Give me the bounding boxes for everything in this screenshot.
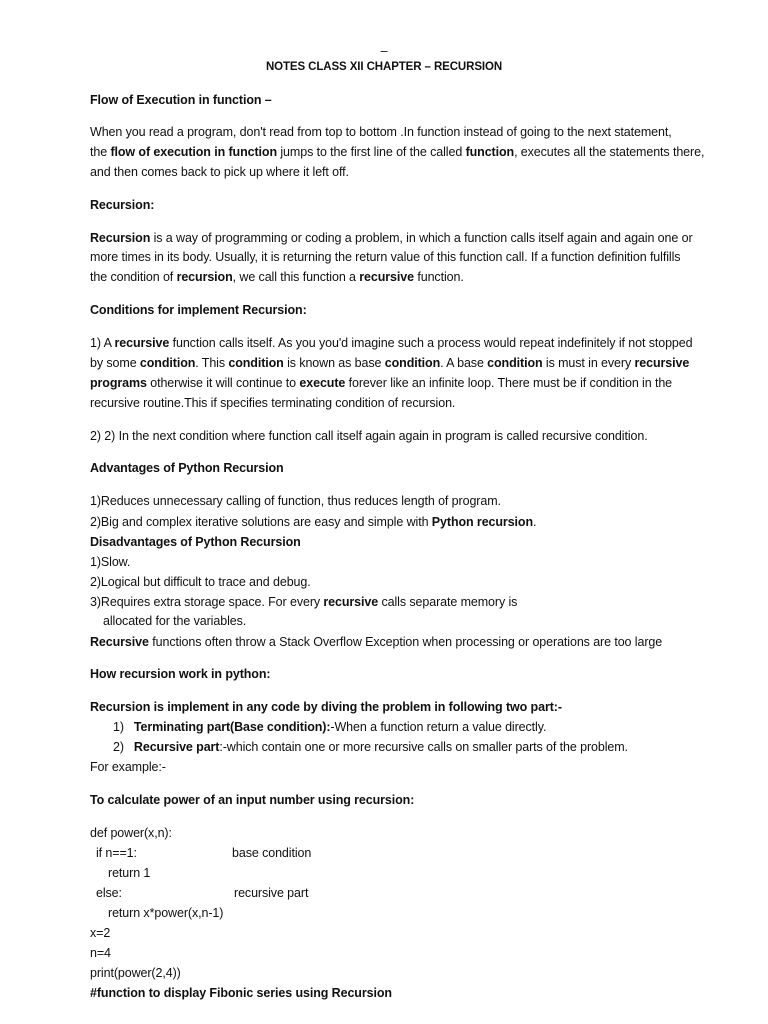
code-line-8: print(power(2,4)) (90, 966, 181, 980)
how-heading: How recursion work in python: (90, 667, 271, 681)
code-line-6: x=2 (90, 926, 111, 940)
text: -When a function return a value directly. (330, 720, 547, 734)
flow-line-2 (90, 144, 704, 160)
bold-text: Recursion (90, 231, 151, 245)
recursion-heading: Recursion: (90, 198, 155, 212)
code-comment-base: base condition (232, 846, 312, 860)
text: by some (90, 356, 140, 370)
text: . A base (440, 356, 488, 370)
top-dash: – (380, 44, 388, 58)
text: 2)Big and complex iterative solutions are easy and simple with (90, 515, 432, 529)
text: otherwise it will continue to (146, 376, 300, 390)
bold-text: Terminating part(Base condition): (133, 720, 331, 734)
bold-text: condition (139, 356, 196, 370)
text: is known as base (283, 356, 385, 370)
code-line-1: def power(x,n): (90, 826, 172, 840)
text: function calls itself. As you you'd imagine such a process would repeat indefinitely if not stopped (169, 336, 693, 350)
page-title: NOTES CLASS XII CHAPTER – RECURSION (265, 61, 503, 73)
bold-text: programs (90, 376, 147, 390)
fib-heading: #function to display Fibonic series using Recursion (90, 986, 392, 1000)
code-line-5: return x*power(x,n-1) (108, 906, 224, 920)
bold-text: recursive (323, 595, 379, 609)
text: jumps to the first line of the called (277, 145, 466, 159)
cond2-line: 2) 2) In the next condition where function call itself again again in program is called recursive condition. (90, 429, 648, 443)
bold-text: recursive (114, 336, 170, 350)
disadvantages-heading: Disadvantages of Python Recursion (90, 535, 301, 549)
bold-text: Python recursion (431, 515, 533, 529)
list-number: 2) (113, 740, 124, 754)
text: is must in every (542, 356, 635, 370)
advantage-2 (90, 514, 536, 530)
disadvantage-2: 2)Logical but difficult to trace and debug. (90, 575, 311, 589)
bold-text: Recursive part (133, 740, 220, 754)
disadvantage-3-cont: allocated for the variables. (103, 614, 247, 628)
text: , executes all the statements there, (514, 145, 705, 159)
conditions-heading: Conditions for implement Recursion: (90, 303, 307, 317)
stack-overflow-line (90, 634, 662, 650)
recursion-line-3 (90, 269, 464, 285)
bold-text: Recursive (90, 635, 149, 649)
text: is a way of programming or coding a problem, in which a function calls itself again and again one or (150, 231, 693, 245)
text: :-which contain one or more recursive calls on smaller parts of the problem. (219, 740, 628, 754)
cond1-line-4: recursive routine.This if specifies terminating condition of recursion. (90, 396, 456, 410)
flow-line-1: When you read a program, don't read from top to bottom .In function instead of going to the next statement, (90, 125, 672, 139)
code-line-7: n=4 (90, 946, 111, 960)
text: . (533, 515, 537, 529)
text: 3)Requires extra storage space. For every (90, 595, 324, 609)
text: function. (413, 270, 464, 284)
flow-heading: Flow of Execution in function – (90, 93, 272, 107)
bold-text: condition (228, 356, 284, 370)
bold-text: function (465, 145, 515, 159)
text: . This (195, 356, 229, 370)
for-example: For example:- (90, 760, 166, 774)
code-line-4: else: (96, 886, 122, 900)
advantages-heading: Advantages of Python Recursion (90, 461, 284, 475)
bold-text: execute (299, 376, 346, 390)
bold-text: recursive (634, 356, 690, 370)
recursion-line-2: more times in its body. Usually, it is returning the return value of this function call. If a function definition fulfills (90, 250, 681, 264)
part-2 (113, 739, 628, 755)
code-comment-recursive: recursive part (234, 886, 309, 900)
bold-text: condition (487, 356, 543, 370)
power-heading: To calculate power of an input number using recursion: (90, 793, 415, 807)
text: the condition of (90, 270, 177, 284)
code-line-2: if n==1: (96, 846, 137, 860)
bold-text: flow of execution in function (110, 145, 277, 159)
flow-line-3: and then comes back to pick up where it left off. (90, 165, 349, 179)
text: the (90, 145, 111, 159)
text: functions often throw a Stack Overflow Exception when processing or operations are too large (148, 635, 663, 649)
bold-text: recursive (359, 270, 414, 284)
list-number: 1) (113, 720, 124, 734)
text: 1) A (90, 336, 115, 350)
recursion-line-1 (90, 230, 693, 246)
text: calls separate memory is (378, 595, 518, 609)
text: forever like an infinite loop. There must be if condition in the (345, 376, 673, 390)
implement-heading: Recursion is implement in any code by diving the problem in following two part:- (90, 700, 562, 714)
text: , we call this function a (232, 270, 360, 284)
cond1-line-3 (90, 375, 672, 391)
disadvantage-1: 1)Slow. (90, 555, 131, 569)
bold-text: condition (384, 356, 441, 370)
part-1 (113, 719, 546, 735)
bold-text: recursion (176, 270, 233, 284)
cond1-line-2 (90, 355, 689, 371)
code-line-3: return 1 (108, 866, 151, 880)
disadvantage-3 (90, 594, 517, 610)
cond1-line-1 (90, 335, 692, 351)
advantage-1: 1)Reduces unnecessary calling of function, thus reduces length of program. (90, 494, 501, 508)
